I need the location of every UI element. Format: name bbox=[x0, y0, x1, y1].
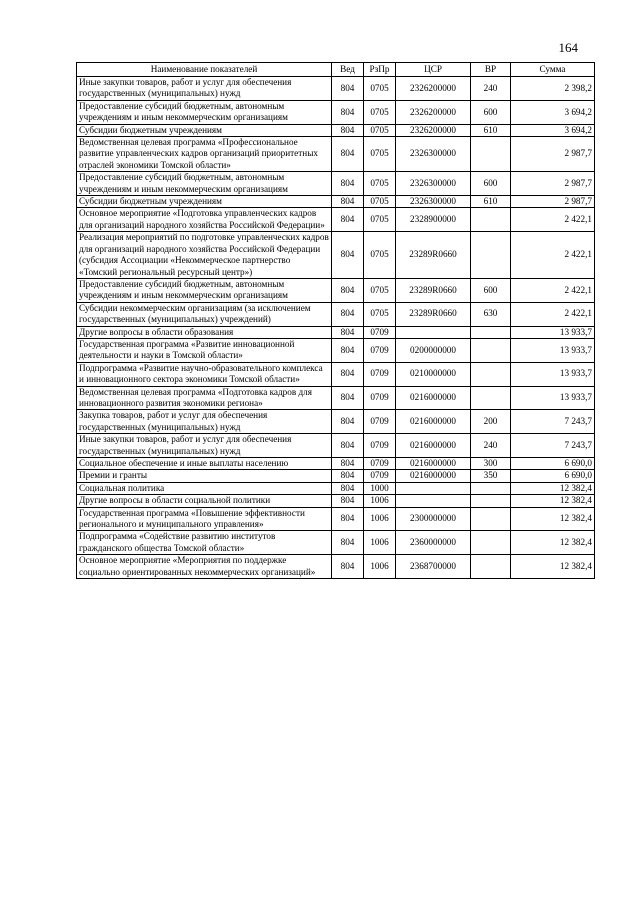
cell-rzpr: 0705 bbox=[364, 100, 396, 124]
header-vr: ВР bbox=[471, 63, 511, 77]
cell-name: Другие вопросы в области социальной политики bbox=[77, 495, 332, 507]
table-row bbox=[77, 434, 595, 458]
cell-csr: 0216000000 bbox=[396, 386, 471, 410]
cell-rzpr: 0705 bbox=[364, 172, 396, 196]
table-row bbox=[77, 137, 595, 172]
header-sum: Сумма bbox=[511, 63, 595, 77]
cell-csr: 0210000000 bbox=[396, 362, 471, 386]
table-row bbox=[77, 196, 595, 208]
cell-csr: 2326300000 bbox=[396, 172, 471, 196]
cell-sum: 12 382,4 bbox=[511, 482, 595, 494]
cell-csr: 2300000000 bbox=[396, 507, 471, 531]
cell-vr: 600 bbox=[471, 172, 511, 196]
cell-vr: 300 bbox=[471, 458, 511, 470]
cell-rzpr: 0709 bbox=[364, 410, 396, 434]
header-name: Наименование показателей bbox=[77, 63, 332, 77]
table-row bbox=[77, 362, 595, 386]
cell-ved: 804 bbox=[332, 208, 364, 232]
cell-ved: 804 bbox=[332, 531, 364, 555]
table-row bbox=[77, 555, 595, 579]
cell-rzpr: 1006 bbox=[364, 555, 396, 579]
cell-rzpr: 0709 bbox=[364, 326, 396, 338]
cell-vr bbox=[471, 555, 511, 579]
cell-name: Иные закупки товаров, работ и услуг для обеспечения государственных (муниципальных) нужд bbox=[77, 434, 332, 458]
cell-sum: 13 933,7 bbox=[511, 386, 595, 410]
table-row bbox=[77, 77, 595, 101]
header-csr: ЦСР bbox=[396, 63, 471, 77]
cell-vr: 350 bbox=[471, 470, 511, 482]
cell-rzpr: 0709 bbox=[364, 458, 396, 470]
table-row bbox=[77, 338, 595, 362]
cell-vr bbox=[471, 386, 511, 410]
cell-vr bbox=[471, 326, 511, 338]
cell-vr bbox=[471, 232, 511, 279]
cell-vr: 240 bbox=[471, 77, 511, 101]
cell-rzpr: 1006 bbox=[364, 507, 396, 531]
cell-rzpr: 0705 bbox=[364, 77, 396, 101]
table-row bbox=[77, 458, 595, 470]
cell-name: Основное мероприятие «Подготовка управленческих кадров для организаций народного хозяйства Российской Федерации» bbox=[77, 208, 332, 232]
cell-rzpr: 0705 bbox=[364, 208, 396, 232]
cell-ved: 804 bbox=[332, 458, 364, 470]
cell-rzpr: 0705 bbox=[364, 232, 396, 279]
cell-ved: 804 bbox=[332, 410, 364, 434]
cell-sum: 7 243,7 bbox=[511, 434, 595, 458]
cell-sum: 2 987,7 bbox=[511, 196, 595, 208]
cell-ved: 804 bbox=[332, 482, 364, 494]
cell-csr: 2326300000 bbox=[396, 137, 471, 172]
cell-vr bbox=[471, 137, 511, 172]
cell-vr bbox=[471, 338, 511, 362]
cell-sum: 2 422,1 bbox=[511, 278, 595, 302]
table-row bbox=[77, 172, 595, 196]
cell-ved: 804 bbox=[332, 555, 364, 579]
cell-ved: 804 bbox=[332, 137, 364, 172]
cell-vr bbox=[471, 208, 511, 232]
cell-vr bbox=[471, 362, 511, 386]
table-row bbox=[77, 507, 595, 531]
table-row bbox=[77, 326, 595, 338]
cell-rzpr: 1000 bbox=[364, 482, 396, 494]
table-row bbox=[77, 302, 595, 326]
cell-ved: 804 bbox=[332, 507, 364, 531]
cell-ved: 804 bbox=[332, 278, 364, 302]
cell-name: Реализация мероприятий по подготовке управленческих кадров для организаций народного хозяйства Российской Федерации (субсидия Ассоциации «Некоммерческое партнерство «Томский региональный ресурсный центр») bbox=[77, 232, 332, 279]
cell-ved: 804 bbox=[332, 302, 364, 326]
cell-rzpr: 0709 bbox=[364, 470, 396, 482]
cell-name: Социальная политика bbox=[77, 482, 332, 494]
cell-name: Субсидии некоммерческим организациям (за исключением государственных (муниципальных) учреждений) bbox=[77, 302, 332, 326]
cell-csr: 0216000000 bbox=[396, 410, 471, 434]
cell-vr bbox=[471, 531, 511, 555]
cell-sum: 6 690,0 bbox=[511, 458, 595, 470]
cell-rzpr: 0709 bbox=[364, 434, 396, 458]
cell-sum: 13 933,7 bbox=[511, 362, 595, 386]
cell-ved: 804 bbox=[332, 232, 364, 279]
table-row bbox=[77, 482, 595, 494]
cell-csr: 2326300000 bbox=[396, 196, 471, 208]
cell-name: Государственная программа «Развитие инновационной деятельности и науки в Томской области» bbox=[77, 338, 332, 362]
cell-name: Основное мероприятие «Мероприятия по поддержке социально ориентированных некоммерческих организаций» bbox=[77, 555, 332, 579]
cell-name: Предоставление субсидий бюджетным, автономным учреждениям и иным некоммерческим организациям bbox=[77, 100, 332, 124]
cell-vr: 200 bbox=[471, 410, 511, 434]
cell-vr: 240 bbox=[471, 434, 511, 458]
cell-name: Субсидии бюджетным учреждениям bbox=[77, 196, 332, 208]
cell-name: Ведомственная целевая программа «Подготовка кадров для инновационного развития экономики региона» bbox=[77, 386, 332, 410]
table-row bbox=[77, 386, 595, 410]
table-row bbox=[77, 278, 595, 302]
cell-name: Государственная программа «Повышение эффективности регионального и муниципального управления» bbox=[77, 507, 332, 531]
cell-ved: 804 bbox=[332, 172, 364, 196]
cell-csr: 23289R0660 bbox=[396, 278, 471, 302]
cell-csr: 2326200000 bbox=[396, 100, 471, 124]
cell-name: Субсидии бюджетным учреждениям bbox=[77, 124, 332, 136]
cell-sum: 7 243,7 bbox=[511, 410, 595, 434]
table-row bbox=[77, 232, 595, 279]
cell-ved: 804 bbox=[332, 124, 364, 136]
page-number: 164 bbox=[558, 40, 578, 55]
cell-rzpr: 0705 bbox=[364, 302, 396, 326]
header-ved: Вед bbox=[332, 63, 364, 77]
cell-rzpr: 0705 bbox=[364, 124, 396, 136]
cell-name: Ведомственная целевая программа «Профессиональное развитие управленческих кадров организаций приоритетных отраслей экономики Томской области» bbox=[77, 137, 332, 172]
cell-vr: 610 bbox=[471, 124, 511, 136]
cell-rzpr: 1006 bbox=[364, 495, 396, 507]
cell-ved: 804 bbox=[332, 100, 364, 124]
cell-sum: 13 933,7 bbox=[511, 338, 595, 362]
cell-csr: 0216000000 bbox=[396, 434, 471, 458]
cell-name: Предоставление субсидий бюджетным, автономным учреждениям и иным некоммерческим организациям bbox=[77, 278, 332, 302]
cell-csr: 2326200000 bbox=[396, 124, 471, 136]
cell-sum: 2 422,1 bbox=[511, 302, 595, 326]
cell-sum: 12 382,4 bbox=[511, 495, 595, 507]
cell-ved: 804 bbox=[332, 196, 364, 208]
cell-name: Закупка товаров, работ и услуг для обеспечения государственных (муниципальных) нужд bbox=[77, 410, 332, 434]
cell-ved: 804 bbox=[332, 362, 364, 386]
cell-rzpr: 0709 bbox=[364, 386, 396, 410]
cell-sum: 3 694,2 bbox=[511, 100, 595, 124]
cell-csr: 2368700000 bbox=[396, 555, 471, 579]
cell-rzpr: 0709 bbox=[364, 362, 396, 386]
cell-ved: 804 bbox=[332, 326, 364, 338]
cell-vr bbox=[471, 507, 511, 531]
cell-sum: 12 382,4 bbox=[511, 531, 595, 555]
cell-name: Предоставление субсидий бюджетным, автономным учреждениям и иным некоммерческим организациям bbox=[77, 172, 332, 196]
cell-name: Премии и гранты bbox=[77, 470, 332, 482]
cell-sum: 13 933,7 bbox=[511, 326, 595, 338]
cell-csr bbox=[396, 495, 471, 507]
cell-sum: 12 382,4 bbox=[511, 555, 595, 579]
cell-name: Подпрограмма «Содействие развитию институтов гражданского общества Томской области» bbox=[77, 531, 332, 555]
cell-csr: 2328900000 bbox=[396, 208, 471, 232]
cell-csr: 23289R0660 bbox=[396, 232, 471, 279]
cell-rzpr: 0705 bbox=[364, 137, 396, 172]
cell-vr: 600 bbox=[471, 278, 511, 302]
table-row bbox=[77, 410, 595, 434]
cell-csr: 23289R0660 bbox=[396, 302, 471, 326]
cell-sum: 2 422,1 bbox=[511, 208, 595, 232]
table-row bbox=[77, 208, 595, 232]
cell-sum: 2 398,2 bbox=[511, 77, 595, 101]
cell-rzpr: 0705 bbox=[364, 278, 396, 302]
cell-csr: 2360000000 bbox=[396, 531, 471, 555]
table-row bbox=[77, 124, 595, 136]
cell-csr: 0216000000 bbox=[396, 458, 471, 470]
header-rzpr: РзПр bbox=[364, 63, 396, 77]
cell-csr: 0216000000 bbox=[396, 470, 471, 482]
table-header-row bbox=[77, 63, 595, 77]
table-row bbox=[77, 531, 595, 555]
cell-ved: 804 bbox=[332, 434, 364, 458]
cell-rzpr: 0705 bbox=[364, 196, 396, 208]
cell-csr bbox=[396, 482, 471, 494]
cell-name: Социальное обеспечение и иные выплаты населению bbox=[77, 458, 332, 470]
cell-name: Иные закупки товаров, работ и услуг для обеспечения государственных (муниципальных) нужд bbox=[77, 77, 332, 101]
budget-table bbox=[76, 62, 595, 579]
cell-rzpr: 1006 bbox=[364, 531, 396, 555]
cell-vr bbox=[471, 482, 511, 494]
cell-ved: 804 bbox=[332, 386, 364, 410]
cell-sum: 6 690,0 bbox=[511, 470, 595, 482]
cell-sum: 2 987,7 bbox=[511, 137, 595, 172]
cell-ved: 804 bbox=[332, 77, 364, 101]
cell-rzpr: 0709 bbox=[364, 338, 396, 362]
cell-vr bbox=[471, 495, 511, 507]
cell-vr: 610 bbox=[471, 196, 511, 208]
table-row bbox=[77, 470, 595, 482]
cell-ved: 804 bbox=[332, 338, 364, 362]
cell-sum: 12 382,4 bbox=[511, 507, 595, 531]
cell-ved: 804 bbox=[332, 470, 364, 482]
cell-sum: 3 694,2 bbox=[511, 124, 595, 136]
table-row bbox=[77, 100, 595, 124]
cell-vr: 630 bbox=[471, 302, 511, 326]
cell-ved: 804 bbox=[332, 495, 364, 507]
cell-csr: 2326200000 bbox=[396, 77, 471, 101]
cell-name: Другие вопросы в области образования bbox=[77, 326, 332, 338]
table-row bbox=[77, 495, 595, 507]
cell-csr: 0200000000 bbox=[396, 338, 471, 362]
cell-sum: 2 422,1 bbox=[511, 232, 595, 279]
cell-name: Подпрограмма «Развитие научно-образовательного комплекса и инновационного сектора экономики Томской области» bbox=[77, 362, 332, 386]
cell-vr: 600 bbox=[471, 100, 511, 124]
cell-csr bbox=[396, 326, 471, 338]
cell-sum: 2 987,7 bbox=[511, 172, 595, 196]
